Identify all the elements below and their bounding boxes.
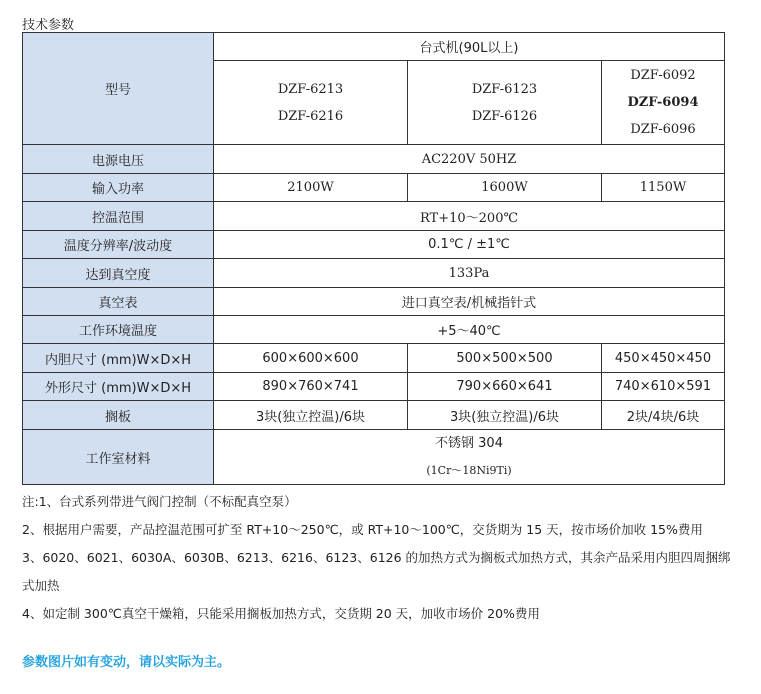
inner-size-1: 600×600×600 <box>214 344 408 373</box>
model-item: DZF-6096 <box>630 122 696 137</box>
outer-size-3: 740×610×591 <box>602 373 725 401</box>
shelf-2: 3块(独立控温)/6块 <box>408 401 602 430</box>
material-line: 不锈钢 304 <box>435 436 503 451</box>
material-line: (1Cr～18Ni9Ti) <box>426 464 512 477</box>
input-power-3: 1150W <box>602 174 725 202</box>
model-col2 <box>408 61 602 145</box>
inner-size-label: 内胆尺寸 (mm)W×D×H <box>23 344 214 373</box>
spec-table <box>22 32 725 485</box>
footer-disclaimer: 参数图片如有变动，请以实际为主。 <box>22 655 231 670</box>
section-title: 技术参数 <box>22 18 75 33</box>
model-item: DZF-6213 <box>277 81 344 97</box>
input-power-1: 2100W <box>214 174 408 202</box>
model-col3 <box>602 61 725 145</box>
model-item: DZF-6092 <box>630 68 696 83</box>
temp-range-label: 控温范围 <box>23 202 214 231</box>
input-power-2: 1600W <box>408 174 602 202</box>
gauge-value: 进口真空表/机械指针式 <box>214 288 725 316</box>
material-label: 工作室材料 <box>23 430 214 485</box>
material-value <box>214 430 725 485</box>
temp-range-value: RT+10～200℃ <box>214 202 725 231</box>
model-item: DZF-6216 <box>277 108 344 124</box>
note-line: 2、根据用户需要，产品控温范围可扩至 RT+10～250℃，或 RT+10～100℃，交货期为 15 天，按市场价加收 15%费用 <box>22 522 703 537</box>
outer-size-2: 790×660×641 <box>408 373 602 401</box>
note-line: 4、如定制 300℃真空干燥箱，只能采用搁板加热方式，交货期 20 天，加收市场价 20%费用 <box>22 606 540 621</box>
shelf-1: 3块(独立控温)/6块 <box>214 401 408 430</box>
env-temp-label: 工作环境温度 <box>23 316 214 344</box>
model-label: 型号 <box>23 33 214 145</box>
resolution-label: 温度分辨率/波动度 <box>23 231 214 259</box>
gauge-label: 真空表 <box>23 288 214 316</box>
power-supply-value: AC220V 50HZ <box>214 145 725 174</box>
note-line: 3、6020、6021、6030A、6030B、6213、6216、6123、6126 的加热方式为搁板式加热方式，其余产品采用内胆四周捆绑 <box>22 550 731 565</box>
resolution-value: 0.1℃ / ±1℃ <box>214 231 725 259</box>
type-header: 台式机(90L以上) <box>214 33 725 61</box>
model-item: DZF-6123 <box>471 81 538 97</box>
shelf-label: 搁板 <box>23 401 214 430</box>
outer-size-1: 890×760×741 <box>214 373 408 401</box>
model-item-highlight: DZF-6094 <box>627 95 699 110</box>
model-col1 <box>214 61 408 145</box>
vacuum-label: 达到真空度 <box>23 259 214 288</box>
inner-size-2: 500×500×500 <box>408 344 602 373</box>
env-temp-value: +5～40℃ <box>214 316 725 344</box>
power-supply-label: 电源电压 <box>23 145 214 174</box>
note-line: 注:1、台式系列带进气阀门控制（不标配真空泵） <box>22 494 297 509</box>
inner-size-3: 450×450×450 <box>602 344 725 373</box>
vacuum-value: 133Pa <box>214 259 725 288</box>
notes-section <box>22 488 752 628</box>
input-power-label: 输入功率 <box>23 174 214 202</box>
outer-size-label: 外形尺寸 (mm)W×D×H <box>23 373 214 401</box>
model-item: DZF-6126 <box>471 108 538 124</box>
note-line: 式加热 <box>22 578 60 593</box>
shelf-3: 2块/4块/6块 <box>602 401 725 430</box>
